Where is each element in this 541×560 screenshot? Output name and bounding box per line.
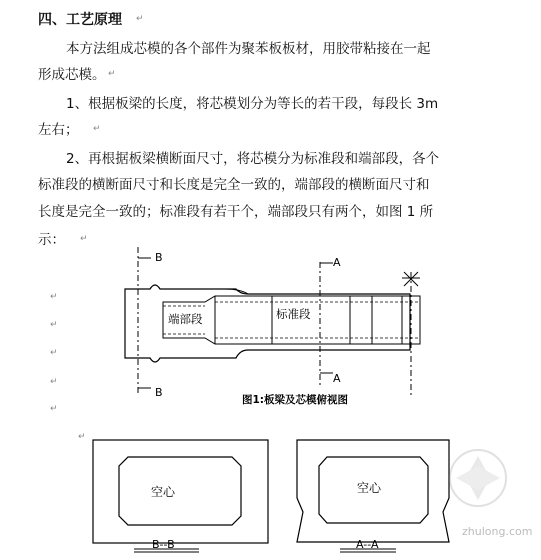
watermark-logo <box>450 450 506 506</box>
paragraph-mark: ↵ <box>50 292 58 302</box>
label-a-bottom: A <box>333 372 341 385</box>
paragraph-mark: ↵ <box>50 320 58 330</box>
section-heading: 四、工艺原理 <box>38 12 122 28</box>
label-b-bottom: B <box>155 386 163 399</box>
paragraph-mark: ↵ <box>50 377 58 387</box>
end-segment-label: 端部段 <box>168 312 203 326</box>
paragraph-mark: ↵ <box>80 234 88 244</box>
paragraph-3-line-2: 标准段的横断面尺寸和长度是完全一致的，端部段的横断面尺寸和 <box>38 177 430 193</box>
standard-segment-label: 标准段 <box>276 307 311 321</box>
figure-caption: 图1:板梁及芯模俯视图 <box>242 394 349 406</box>
section-b-caption: B--B <box>152 538 175 551</box>
label-a-top: A <box>333 256 341 269</box>
paragraph-mark: ↵ <box>78 432 86 442</box>
paragraph-mark: ↵ <box>108 69 116 79</box>
paragraph-mark: ↵ <box>50 348 58 358</box>
paragraph-2-line-1: 1、根据板梁的长度，将芯模划分为等长的若干段，每段长 3m <box>66 96 439 112</box>
paragraph-mark: ↵ <box>93 124 101 134</box>
paragraph-mark: ↵ <box>50 404 58 414</box>
section-b-hollow <box>119 457 241 525</box>
section-b-hollow-label: 空心 <box>151 485 176 499</box>
paragraph-1-line-2: 形成芯模。 <box>38 67 106 83</box>
watermark-text: zhulong.com <box>462 525 533 538</box>
paragraph-mark: ↵ <box>136 14 144 24</box>
beam-flare-top <box>165 289 248 294</box>
label-b-top: B <box>155 251 163 264</box>
paragraph-3-line-3: 长度是完全一致的；标准段有若干个，端部段只有两个，如图 1 所 <box>38 204 434 220</box>
paragraph-2-line-2: 左右； <box>38 122 79 138</box>
paragraph-3-line-1: 2、再根据板梁横断面尺寸，将芯模分为标准段和端部段，各个 <box>66 151 440 167</box>
paragraph-3-line-4: 示： <box>38 232 65 248</box>
section-a-hollow-label: 空心 <box>357 481 382 495</box>
section-a-caption: A--A <box>356 538 379 551</box>
paragraph-1-line-1: 本方法组成芯模的各个部件为聚苯板板材，用胶带粘接在一起 <box>66 41 431 57</box>
